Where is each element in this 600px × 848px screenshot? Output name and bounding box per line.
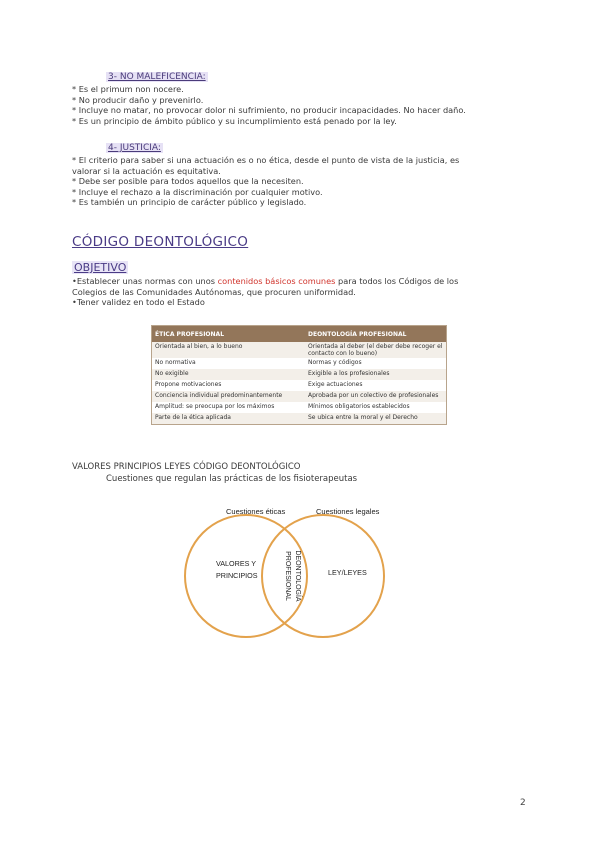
table-cell: Exige actuaciones [308,381,363,388]
list-item: * Es el primum non nocere. [72,84,184,94]
objetivo-line1-end: para todos los Códigos de los [335,276,459,286]
list-item: * Incluye no matar, no provocar dolor ni sufrimiento, no producir incapacidades. No hacer daño. [72,105,466,115]
objetivo-line2: Colegios de las Comunidades Autónomas, que procuren uniformidad. [72,286,356,297]
list-item: * Es un principio de ámbito público y su incumplimiento está penado por la ley. [72,115,397,126]
etica-deontologia-table [151,325,447,425]
venn-leyes: LEY/LEYES [328,568,367,577]
table-cell: Orientada al deber (el deber debe recoger el contacto con lo bueno) [305,342,446,358]
table-cell: No exigible [152,369,305,380]
valores-title: VALORES PRINCIPIOS LEYES CÓDIGO DEONTOLÓGICO [72,462,301,472]
codigo-heading: CÓDIGO DEONTOLÓGICO [72,234,249,250]
objetivo-line3: •Tener validez en todo el Estado [72,297,205,307]
venn-label-etica: Cuestiones éticas [226,507,286,516]
table-header-deontologia: DEONTOLOGÍA PROFESIONAL [305,326,446,342]
venn-deontologia: DEONTOLOGÍA [294,550,301,602]
no-maleficencia-title: 3- NO MALEFICENCIA: [108,72,206,82]
table-cell: Exigible a los profesionales [305,369,446,380]
table-row [152,358,446,369]
table-header-etica: ÉTICA PROFESIONAL [152,326,305,342]
table-cell: Mínimos obligatorios establecidos [308,403,410,410]
list-item: * Incluye el rechazo a la discriminación por cualquier motivo. [72,186,323,197]
table-row [152,380,446,391]
objetivo-line1-start: •Establecer unas normas con unos [72,276,218,286]
table-cell: Propone motivaciones [155,381,222,388]
list-item: * Debe ser posible para todos aquellos que la necesiten. [72,176,304,186]
objetivo-heading: OBJETIVO [74,261,127,274]
table-row [152,413,446,424]
table-row [152,402,446,413]
list-item: * No producir daño y prevenirlo. [72,94,204,105]
venn-label-legal: Cuestiones legales [316,507,380,516]
table-row [152,391,446,402]
list-item: valorar si la actuación es equitativa. [72,165,221,176]
valores-subtitle: Cuestiones que regulan las prácticas de los fisioterapeutas [106,474,358,484]
table-cell: Amplitud: se preocupa por los máximos [155,403,275,410]
table-cell: Parte de la ética aplicada [152,413,305,424]
justicia-title: 4- JUSTICIA: [108,143,161,153]
venn-profesional: PROFESIONAL [284,551,291,601]
table-cell: Conciencia individual predominantemente [152,391,305,402]
table-cell: Orientada al bien, a lo bueno [152,342,305,358]
venn-diagram [180,500,420,640]
list-item: * Es también un principio de carácter público y legislado. [72,197,307,207]
table-cell: Aprobada por un colectivo de profesionales [305,391,446,402]
table-cell: No normativa [155,359,196,366]
venn-principios: PRINCIPIOS [216,571,258,580]
objetivo-text [72,276,458,308]
table-cell: Se ubica entre la moral y el Derecho [305,413,446,424]
venn-valores: VALORES Y [216,559,257,568]
list-item: * El criterio para saber si una actuación es o no ética, desde el punto de vista de la justicia, es [72,155,460,165]
table-row [152,369,446,380]
page-number: 2 [520,798,526,808]
no-maleficencia-list [72,84,466,126]
table-row [152,342,446,358]
table-cell: Normas y códigos [308,359,362,366]
highlight-text: contenidos básicos comunes [217,276,336,286]
justicia-list [72,155,459,208]
